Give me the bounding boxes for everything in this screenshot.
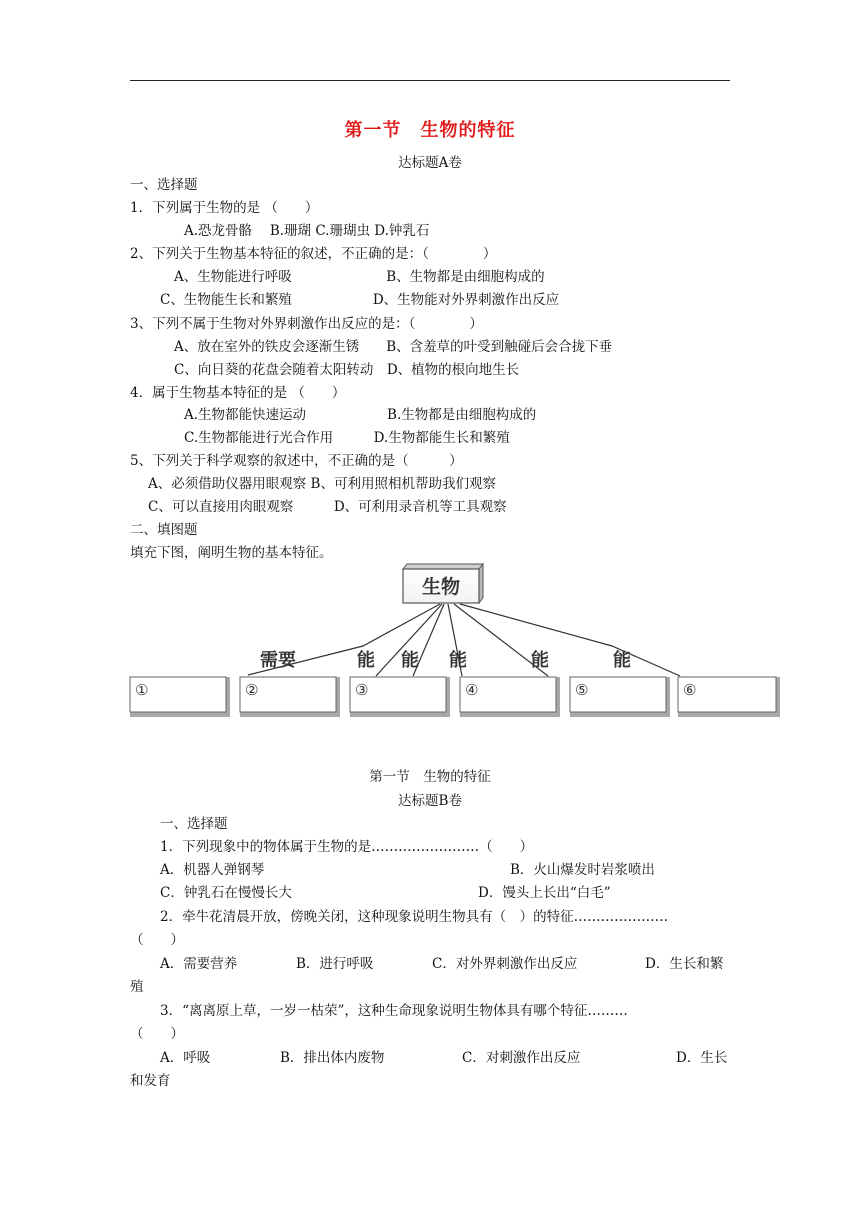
b-question-2-option-a: A．需要营养 — [160, 956, 238, 972]
b-question-1-option-d: D．馒头上长出“白毛” — [478, 885, 611, 901]
section-fill: 二、填图题 — [130, 522, 198, 538]
question-4-options-ab: A.生物都能快速运动 B.生物都是由细胞构成的 — [184, 407, 537, 423]
question-3-options-cd: C、向日葵的花盘会随着太阳转动 D、植物的根向地生长 — [174, 362, 520, 378]
question-3: 3、下列不属于生物对外界刺激作出反应的是：（ ） — [130, 316, 483, 332]
answer-box-1-number: ① — [135, 681, 149, 699]
edge-label-4: 能 — [449, 650, 467, 671]
question-3-options-ab: A、放在室外的铁皮会逐渐生锈 B、含羞草的叶受到触碰后会合拢下垂 — [174, 339, 613, 355]
answer-box-3-number: ③ — [355, 681, 369, 699]
question-2: 2、下列关于生物基本特征的叙述，不正确的是：（ ） — [130, 246, 497, 262]
question-2-options-ab: A、生物能进行呼吸 B、生物都是由细胞构成的 — [174, 269, 545, 285]
answer-box-2 — [240, 677, 340, 717]
edge-label-1: 需要 — [260, 650, 296, 671]
answer-box-6 — [678, 677, 780, 717]
edge-label-3: 能 — [401, 650, 419, 671]
question-5-options-cd: C、可以直接用肉眼观察 D、可利用录音机等工具观察 — [148, 499, 507, 515]
b-question-2-option-d: D．生长和繁 — [645, 956, 724, 972]
question-1: 1．下列属于生物的是 （ ） — [130, 200, 319, 216]
b-question-1-option-b: B．火山爆发时岩浆喷出 — [510, 862, 655, 878]
answer-box-6-number: ⑥ — [683, 681, 697, 699]
b-question-2-option-b: B．进行呼吸 — [296, 956, 374, 972]
b-question-3-line2: （ ） — [130, 1026, 184, 1042]
answer-box-3 — [350, 677, 450, 717]
b-question-3-option-d-cont: 和发育 — [130, 1073, 171, 1089]
edge-label-2: 能 — [357, 650, 375, 671]
b-question-3-option-d: D．生长 — [676, 1050, 728, 1066]
title-b: 第一节 生物的特征 — [369, 769, 491, 785]
diagram-root — [403, 564, 483, 603]
subtitle-b: 达标题B卷 — [398, 793, 462, 809]
fill-intro: 填充下图，阐明生物的基本特征。 — [130, 545, 333, 561]
question-2-options-cd: C、生物能生长和繁殖 D、生物能对外界刺激作出反应 — [160, 292, 560, 308]
b-question-2-option-c: C．对外界刺激作出反应 — [432, 956, 578, 972]
diagram-root-label: 生物 — [421, 576, 461, 598]
answer-box-5 — [570, 677, 670, 717]
question-4: 4．属于生物基本特征的是 （ ） — [130, 385, 346, 401]
page-title: 第一节 生物的特征 — [344, 120, 516, 141]
b-question-3-line1: 3．“离离原上草，一岁一枯荣”，这种生命现象说明生物体具有哪个特征……… — [160, 1003, 628, 1019]
b-question-3-option-b: B．排出体内废物 — [280, 1050, 385, 1066]
answer-box-1 — [130, 677, 230, 717]
answer-box-5-number: ⑤ — [575, 681, 589, 699]
subtitle-a: 达标题A卷 — [398, 155, 462, 171]
b-question-3-option-c: C．对刺激作出反应 — [462, 1050, 581, 1066]
answer-box-4 — [460, 677, 560, 717]
b-question-3-option-a: A．呼吸 — [160, 1050, 211, 1066]
b-question-2-line1: 2．牵牛花清晨开放，傍晚关闭，这种现象说明生物具有（ ）的特征………………… — [160, 909, 669, 925]
b-question-2-option-d-cont: 殖 — [130, 979, 144, 995]
edge-label-5: 能 — [531, 650, 549, 671]
section-choice-b: 一、选择题 — [160, 816, 228, 832]
b-question-1-option-a: A．机器人弹钢琴 — [160, 862, 265, 878]
question-5: 5、下列关于科学观察的叙述中，不正确的是（ ） — [130, 453, 463, 469]
edge-label-6: 能 — [613, 650, 631, 671]
section-choice-a: 一、选择题 — [130, 177, 198, 193]
characteristics-diagram — [128, 560, 784, 724]
answer-box-4-number: ④ — [465, 681, 479, 699]
b-question-1-option-c: C．钟乳石在慢慢长大 — [160, 885, 292, 901]
connector-6 — [460, 604, 680, 676]
b-question-2-line2: （ ） — [130, 932, 184, 948]
top-rule — [130, 80, 730, 81]
b-question-1: 1．下列现象中的物体属于生物的是……………………（ ） — [160, 839, 534, 855]
question-1-options: A.恐龙骨骼 B.珊瑚 C.珊瑚虫 D.钟乳石 — [184, 223, 430, 239]
question-5-options-ab: A、必须借助仪器用眼观察 B、可利用照相机帮助我们观察 — [148, 476, 496, 492]
question-4-options-cd: C.生物都能进行光合作用 D.生物都能生长和繁殖 — [184, 430, 510, 446]
answer-box-2-number: ② — [245, 681, 259, 699]
